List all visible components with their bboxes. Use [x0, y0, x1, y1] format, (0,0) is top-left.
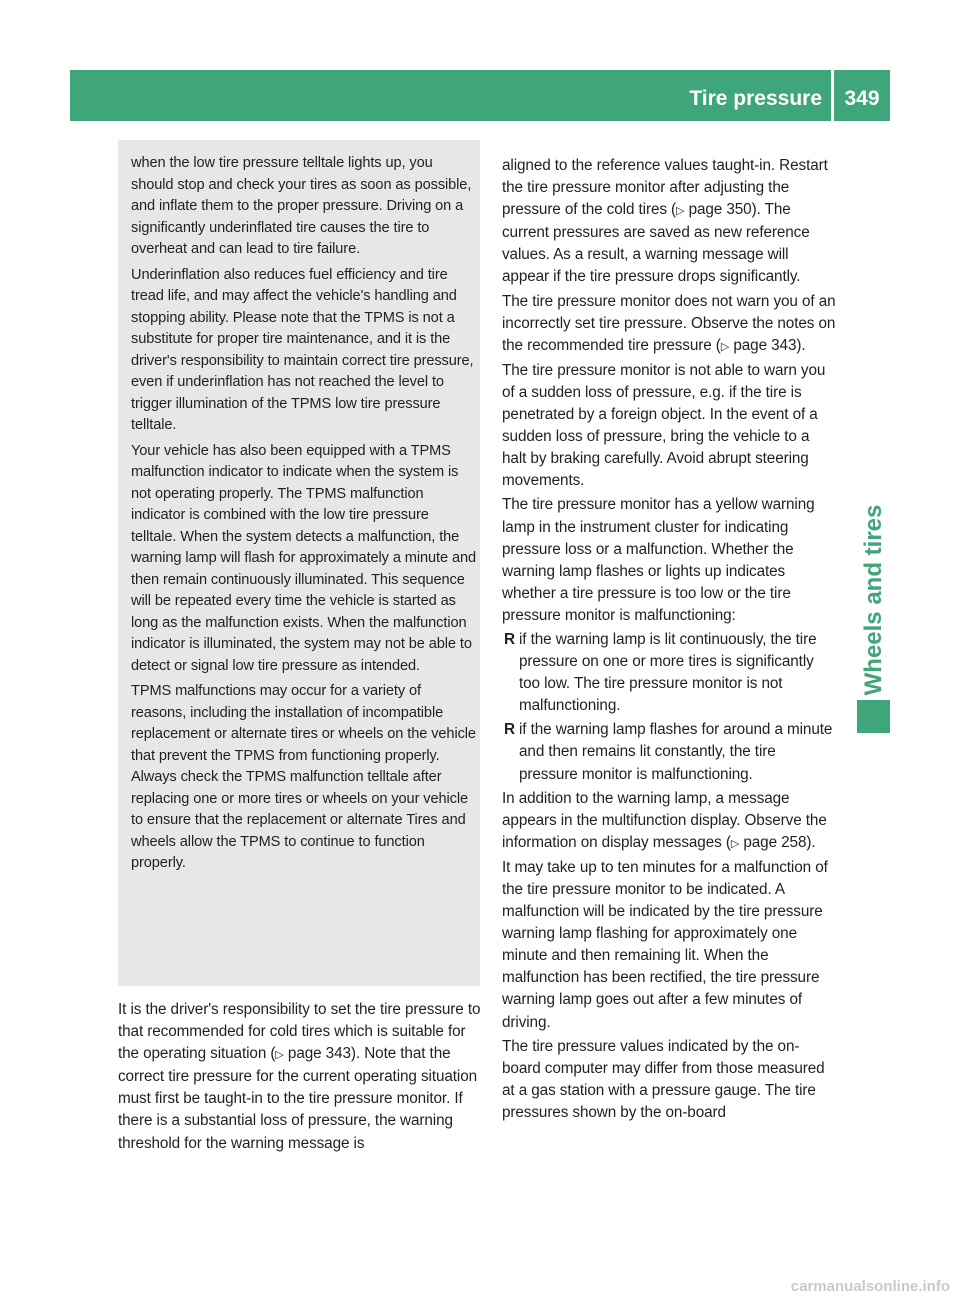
bullet-item: R if the warning lamp flashes for around a minute and then remains lit constantly, the tire pressure monitor is malfunctioning. [504, 721, 833, 783]
footer-watermark: carmanualsonline.info [790, 1278, 950, 1295]
bullet-icon: R [504, 721, 515, 739]
side-tab-label: Wheels and tires [859, 504, 887, 696]
paragraph: aligned to the reference values taught-in. Restart the tire pressure monitor after adjusting the pressure of the cold tires (▷ page 350). The current pressures are saved as new reference values. As a result, a warning message will appear if the tire pressure drops significantly. [502, 157, 828, 286]
right-column [502, 155, 836, 1126]
note-paragraph: when the low tire pressure telltale lights up, you should stop and check your tires as soon as possible, and inflate them to the proper pressure. Driving on a significantly underinflated tire causes the tire to overheat and can lead to tire failure. [131, 155, 472, 257]
side-marker [857, 700, 890, 733]
note-paragraph: TPMS malfunctions may occur for a variety of reasons, including the installation of incompatible replacement or alternate tires or wheels on the vehicle that prevent the TPMS from functioning properly. Always check the TPMS malfunction telltale after replacing one or more tires or wheels on your vehicle to ensure that the replacement or alternate Tires and wheels allow the TPMS to continue to function properly. [131, 683, 476, 871]
side-tab [857, 504, 890, 696]
page-number: 349 [844, 87, 880, 110]
paragraph: The tire pressure monitor has a yellow warning lamp in the instrument cluster for indicating pressure loss or a malfunction. Whether the warning lamp flashes or lights up indicates whether a tire pressure is too low or the tire pressure monitor is malfunctioning: [502, 496, 815, 624]
page-reference[interactable]: ▷ page 350 [676, 201, 752, 219]
note-paragraph: Underinflation also reduces fuel efficiency and tire tread life, and may affect the vehicle's handling and stopping ability. Please note that the TPMS is not a substitute for proper tire maintenance, and it is the driver's responsibility to maintain correct tire pressure, even if underinflation has not reached the level to trigger illumination of the TPMS low tire pressure telltale. [131, 266, 474, 433]
bullet-item: R if the warning lamp is lit continuously, the tire pressure on one or more tires is significantly too low. The tire pressure monitor is not malfunctioning. [504, 630, 817, 715]
paragraph: It is the driver's responsibility to set the tire pressure to that recommended for cold tires which is suitable for the operating situation (▷ page 343). Note that the correct tire pressure for the current operating situation must first be taught-in to the tire pressure monitor. If there is a substantial loss of pressure, the warning threshold for the warning message is [118, 1001, 481, 1152]
reference-arrow-icon: ▷ [275, 1049, 284, 1062]
reference-arrow-icon: ▷ [730, 837, 740, 850]
page-reference[interactable]: ▷ page 258 [730, 833, 807, 851]
page-reference[interactable]: ▷ page 343 [275, 1045, 351, 1063]
left-column [118, 999, 482, 1157]
paragraph: The tire pressure monitor is not able to warn you of a sudden loss of pressure, e.g. if the tire is penetrated by a foreign object. In the event of a sudden loss of pressure, bring the vehicle to a halt by braking carefully. Avoid abrupt steering movements. [502, 361, 826, 490]
page-reference[interactable]: ▷ page 343 [720, 336, 797, 354]
note-text [131, 153, 476, 879]
note-paragraph: Your vehicle has also been equipped with a TPMS malfunction indicator to indicate when the system is not operating properly. The TPMS malfunction indicator is combined with the low tire pressure telltale. When the system detects a malfunction, the warning lamp will flash for approximately a minute and then remain continuously illuminated. This sequence will be repeated every time the vehicle is started as long as the malfunction exists. When the malfunction indicator is illuminated, the system may not be able to detect or signal low tire pressure as intended. [131, 442, 477, 674]
reference-arrow-icon: ▷ [676, 205, 685, 218]
paragraph: The tire pressure monitor does not warn you of an incorrectly set tire pressure. Observe the notes on the recommended tire pressure (▷ page 343). [502, 292, 836, 354]
paragraph: It may take up to ten minutes for a malfunction of the tire pressure monitor to be indicated. A malfunction will be indicated by the tire pressure warning lamp flashing for approximately one minute and then remaining lit. When the malfunction has been rectified, the tire pressure warning lamp goes out after a few minutes of driving. [502, 858, 828, 1031]
section-title: Tire pressure [689, 87, 822, 110]
reference-arrow-icon: ▷ [720, 340, 730, 353]
paragraph: In addition to the warning lamp, a message appears in the multifunction display. Observe the information on display messages (▷ page 258). [502, 789, 827, 851]
bullet-icon: R [504, 630, 515, 648]
header-divider [831, 70, 834, 121]
paragraph: The tire pressure values indicated by the on-board computer may differ from those measured at a gas station with a pressure gauge. The tire pressures shown by the on-board [502, 1037, 825, 1121]
